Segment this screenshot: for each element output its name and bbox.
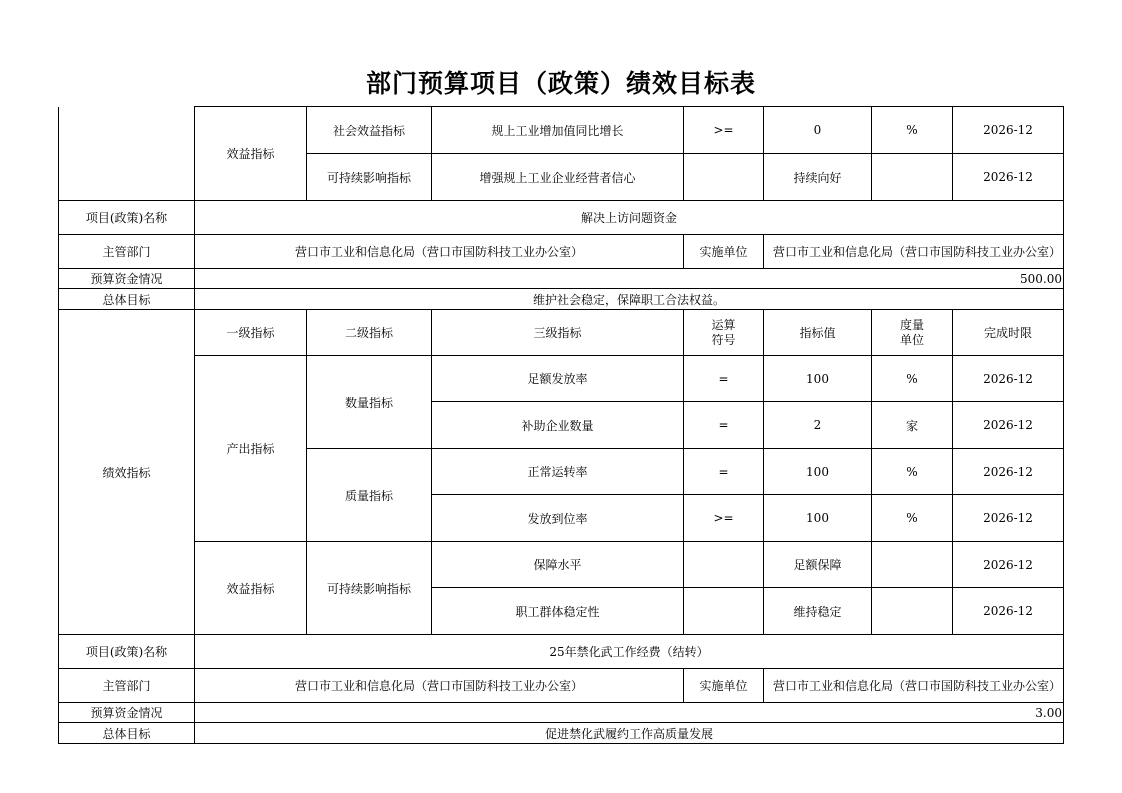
project-name-value: 25年禁化武工作经费（结转） [195, 635, 1064, 669]
level3-cell: 正常运转率 [432, 449, 684, 495]
blank-cell [59, 107, 195, 201]
table-row [59, 356, 1064, 402]
unit-cell [872, 588, 953, 635]
performance-label: 绩效指标 [59, 310, 195, 635]
operator-cell: >= [684, 495, 764, 542]
goal-label: 总体目标 [59, 723, 195, 744]
value-cell: 100 [764, 495, 872, 542]
level3-cell: 规上工业增加值同比增长 [432, 107, 684, 154]
project-name-value: 解决上访问题资金 [195, 201, 1064, 235]
goal-value: 促进禁化武履约工作高质量发展 [195, 723, 1064, 744]
table-row [59, 635, 1064, 669]
operator-cell: = [684, 402, 764, 449]
table-row [59, 201, 1064, 235]
deadline-cell: 2026-12 [953, 588, 1064, 635]
table-row [59, 107, 1064, 154]
level3-cell: 保障水平 [432, 542, 684, 588]
level3-cell: 补助企业数量 [432, 402, 684, 449]
table-row [59, 235, 1064, 269]
level1-cell: 效益指标 [195, 542, 307, 635]
value-cell: 100 [764, 449, 872, 495]
budget-value: 500.00 [195, 269, 1064, 289]
operator-cell: >= [684, 107, 764, 154]
operator-cell: = [684, 356, 764, 402]
table-row [59, 269, 1064, 289]
level2-cell: 可持续影响指标 [307, 542, 432, 635]
deadline-cell: 2026-12 [953, 356, 1064, 402]
level1-cell: 产出指标 [195, 356, 307, 542]
table-row [59, 289, 1064, 310]
deadline-cell: 2026-12 [953, 449, 1064, 495]
level2-cell: 社会效益指标 [307, 107, 432, 154]
table-row [59, 723, 1064, 744]
budget-label: 预算资金情况 [59, 703, 195, 723]
performance-table [58, 106, 1064, 744]
table-row [59, 703, 1064, 723]
department-value: 营口市工业和信息化局（营口市国防科技工业办公室） [195, 669, 684, 703]
project-name-label: 项目(政策)名称 [59, 635, 195, 669]
deadline-cell: 2026-12 [953, 107, 1064, 154]
level3-cell: 发放到位率 [432, 495, 684, 542]
column-header: 一级指标 [195, 310, 307, 356]
column-header: 二级指标 [307, 310, 432, 356]
unit-cell: % [872, 449, 953, 495]
deadline-cell: 2026-12 [953, 495, 1064, 542]
deadline-cell: 2026-12 [953, 154, 1064, 201]
implementer-label: 实施单位 [684, 669, 764, 703]
level3-cell: 职工群体稳定性 [432, 588, 684, 635]
value-cell: 2 [764, 402, 872, 449]
table-row [59, 310, 1064, 356]
value-cell: 维持稳定 [764, 588, 872, 635]
column-header: 完成时限 [953, 310, 1064, 356]
operator-cell [684, 588, 764, 635]
column-header: 指标值 [764, 310, 872, 356]
operator-cell [684, 154, 764, 201]
department-label: 主管部门 [59, 235, 195, 269]
implementer-label: 实施单位 [684, 235, 764, 269]
table-row [59, 542, 1064, 588]
unit-cell [872, 154, 953, 201]
column-header: 度量 单位 [872, 310, 953, 356]
page-title: 部门预算项目（政策）绩效目标表 [365, 69, 756, 98]
project-name-label: 项目(政策)名称 [59, 201, 195, 235]
goal-label: 总体目标 [59, 289, 195, 310]
deadline-cell: 2026-12 [953, 402, 1064, 449]
level2-cell: 数量指标 [307, 356, 432, 449]
level2-cell: 可持续影响指标 [307, 154, 432, 201]
table-row [59, 669, 1064, 703]
column-header: 三级指标 [432, 310, 684, 356]
value-cell: 持续向好 [764, 154, 872, 201]
unit-cell: % [872, 356, 953, 402]
operator-cell [684, 542, 764, 588]
value-cell: 100 [764, 356, 872, 402]
level1-cell: 效益指标 [195, 107, 307, 201]
deadline-cell: 2026-12 [953, 542, 1064, 588]
value-cell: 足额保障 [764, 542, 872, 588]
implementer-value: 营口市工业和信息化局（营口市国防科技工业办公室） [764, 235, 1064, 269]
value-cell: 0 [764, 107, 872, 154]
operator-cell: = [684, 449, 764, 495]
column-header: 运算 符号 [684, 310, 764, 356]
unit-cell: % [872, 495, 953, 542]
unit-cell: 家 [872, 402, 953, 449]
department-value: 营口市工业和信息化局（营口市国防科技工业办公室） [195, 235, 684, 269]
unit-cell [872, 542, 953, 588]
level2-cell: 质量指标 [307, 449, 432, 542]
unit-cell: % [872, 107, 953, 154]
budget-value: 3.00 [195, 703, 1064, 723]
department-label: 主管部门 [59, 669, 195, 703]
goal-value: 维护社会稳定，保障职工合法权益。 [195, 289, 1064, 310]
implementer-value: 营口市工业和信息化局（营口市国防科技工业办公室） [764, 669, 1064, 703]
budget-label: 预算资金情况 [59, 269, 195, 289]
level3-cell: 增强规上工业企业经营者信心 [432, 154, 684, 201]
level3-cell: 足额发放率 [432, 356, 684, 402]
